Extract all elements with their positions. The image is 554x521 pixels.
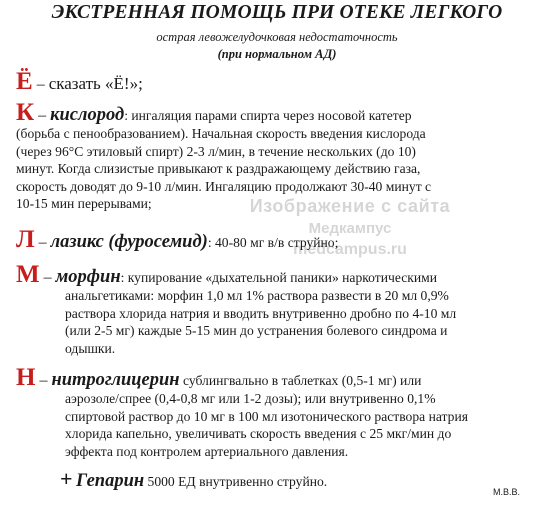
- section-m-line: одышки.: [65, 340, 116, 356]
- page-subtitle: острая левожелудочковая недостаточность: [156, 30, 398, 44]
- section-n-dash: –: [35, 372, 52, 389]
- section-n-line: эффекта под контролем артериального давления.: [65, 443, 349, 459]
- section-m-letter: М: [16, 261, 40, 288]
- watermark-line-1: Изображение с сайта: [249, 196, 451, 216]
- section-m-line: : купирование «дыхательной паники» наркотическими: [120, 270, 438, 285]
- section-n: [16, 366, 546, 460]
- section-e-dash: –: [32, 76, 49, 93]
- heparin-text: 5000 ЕД внутривенно струйно.: [144, 474, 328, 489]
- plus-sign: +: [60, 466, 73, 491]
- section-heparin: [60, 466, 540, 491]
- section-m-keyword: морфин: [55, 267, 121, 287]
- section-k-line: минут. Когда слизистые привыкают к раздражающему действию газа,: [16, 161, 421, 177]
- section-n-line: сублингвально в таблетках (0,5-1 мг) или: [179, 373, 422, 388]
- section-n-line: хлорида капельно, увеличивать скорость введения с 25 мкг/мин до: [65, 426, 452, 442]
- section-l-keyword: лазикс (фуросемид): [50, 232, 208, 252]
- page-title: ЭКСТРЕННАЯ ПОМОЩЬ ПРИ ОТЕКЕ ЛЕГКОГО: [51, 2, 503, 23]
- section-k-line: (через 96°С этиловый спирт) 2-3 л/мин, в течение нескольких (до 10): [16, 143, 416, 159]
- section-k-line: 10-15 мин перерывами;: [16, 196, 152, 212]
- section-k-dash: –: [34, 107, 51, 124]
- watermark-line-3: medcampus.ru: [293, 241, 407, 258]
- section-m-line: анальгетиками: морфин 1,0 мл 1% раствора развести в 20 мл 0,9%: [65, 288, 449, 303]
- heparin-keyword: Гепарин: [75, 471, 145, 491]
- section-k-line: (борьба с пенообразованием). Начальная скорость введения кислорода: [16, 126, 426, 141]
- section-n-keyword: нитроглицерин: [51, 370, 180, 390]
- section-m-line: (или 2-5 мг) каждые 5-15 мин до устранения болевого синдрома и: [65, 323, 448, 339]
- section-m-line: раствора хлорида натрия и вводить внутривенно дробно по 4-10 мл: [65, 305, 457, 321]
- section-n-line: аэрозоле/спрее (0,4-0,8 мг или 1-2 дозы); или внутривенно 0,1%: [65, 391, 436, 406]
- section-l-dash: –: [34, 234, 51, 251]
- section-m-dash: –: [39, 269, 56, 286]
- section-l-letter: Л: [16, 226, 35, 253]
- section-k-line: скорость доводят до 9-10 л/мин. Ингаляцию продолжают 30-40 минут с: [16, 178, 432, 194]
- author-signature: М.В.В.: [493, 487, 521, 497]
- section-e-text: сказать «Ё!»;: [48, 74, 143, 93]
- section-k-keyword: кислород: [50, 105, 125, 125]
- section-e: [16, 70, 546, 94]
- section-k-line: : ингаляция парами спирта через носовой катетер: [124, 108, 412, 123]
- watermark-line-2: Медкампус: [308, 220, 392, 237]
- section-e-letter: Ё: [16, 68, 33, 95]
- section-m: [16, 263, 546, 357]
- section-l-text: : 40-80 мг в/в струйно;: [207, 235, 339, 250]
- page-note: (при нормальном АД): [217, 47, 337, 61]
- section-k-letter: К: [16, 99, 35, 126]
- section-n-line: спиртовой раствор до 10 мг в 100 мл изотонического раствора натрия: [65, 408, 468, 424]
- section-n-letter: Н: [16, 364, 36, 391]
